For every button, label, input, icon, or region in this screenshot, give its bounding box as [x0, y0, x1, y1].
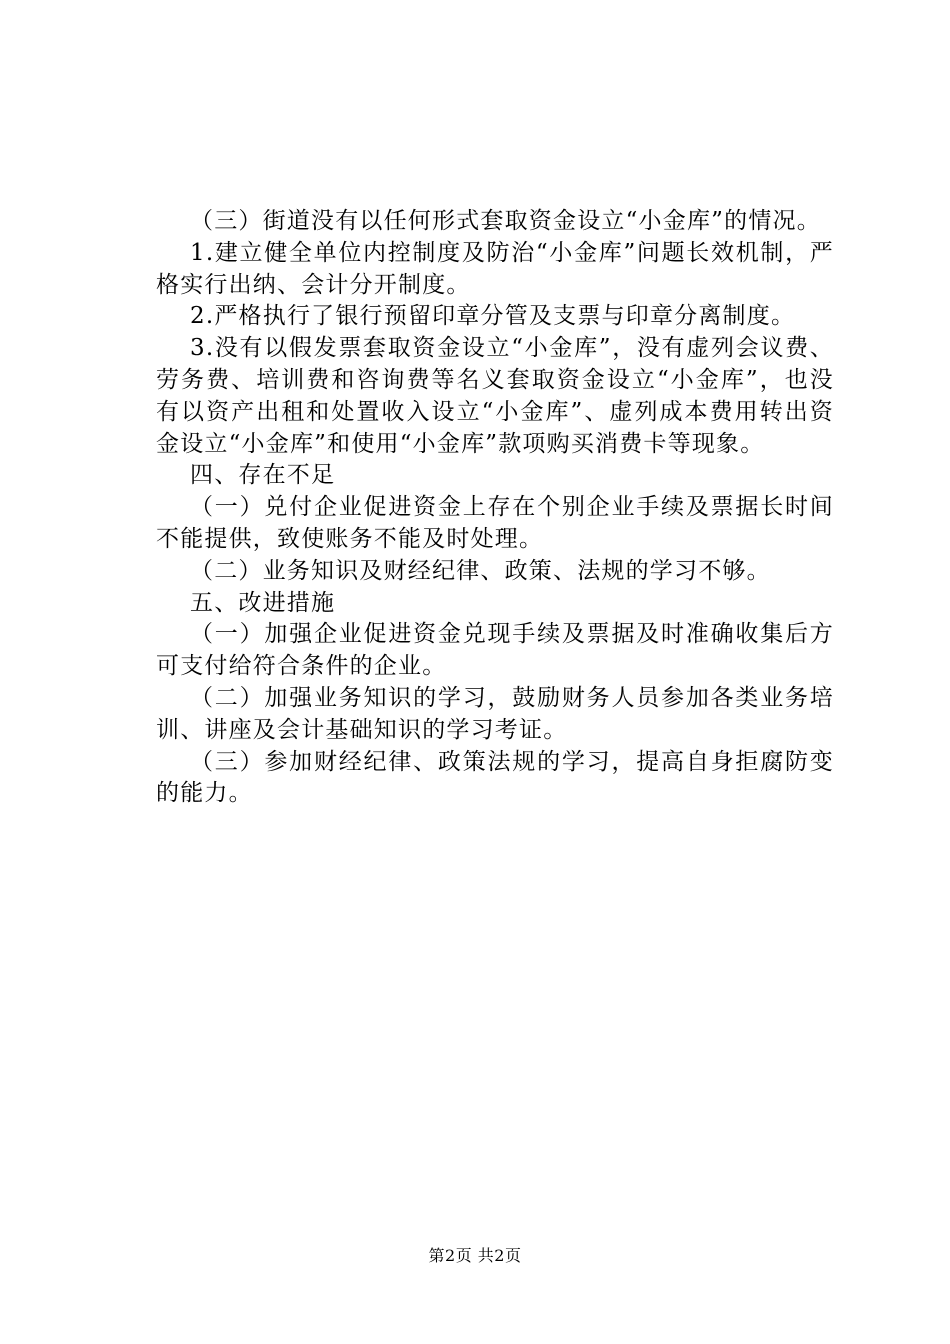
- paragraph-item-3: 3.没有以假发票套取资金设立“小金库”，没有虚列会议费、劳务费、培训费和咨询费等名义套取资金设立“小金库”，也没有以资产出租和处置收入设立“小金库”、虚列成本费用转出资金设立“小金库”和使用“小金库”款项购买消费卡等现象。: [156, 335, 834, 457]
- paragraph-improvement-1: （一）加强企业促进资金兑现手续及票据及时准确收集后方可支付给符合条件的企业。: [156, 621, 834, 680]
- section-heading-shortcomings: 四、存在不足: [190, 462, 336, 489]
- paragraph-shortcoming-1: （一）兑付企业促进资金上存在个别企业手续及票据长时间不能提供，致使账务不能及时处理。: [156, 494, 834, 552]
- page-footer: 第2页 共2页: [428, 1246, 522, 1265]
- paragraph-street-no-slush-fund: （三）街道没有以任何形式套取资金设立“小金库”的情况。: [190, 208, 821, 234]
- section-heading-improvements: 五、改进措施: [190, 589, 336, 616]
- paragraph-improvement-3: （三）参加财经纪律、政策法规的学习，提高自身拒腐防变的能力。: [156, 748, 834, 807]
- document-body: [156, 206, 834, 810]
- paragraph-item-2: 2.严格执行了银行预留印章分管及支票与印章分离制度。: [190, 303, 796, 330]
- paragraph-shortcoming-2: （二）业务知识及财经纪律、政策、法规的学习不够。: [190, 557, 771, 584]
- paragraph-improvement-2: （二）加强业务知识的学习，鼓励财务人员参加各类业务培训、讲座及会计基础知识的学习考证。: [156, 684, 834, 743]
- paragraph-item-1: 1.建立健全单位内控制度及防治“小金库”问题长效机制，严格实行出纳、会计分开制度。: [156, 239, 834, 298]
